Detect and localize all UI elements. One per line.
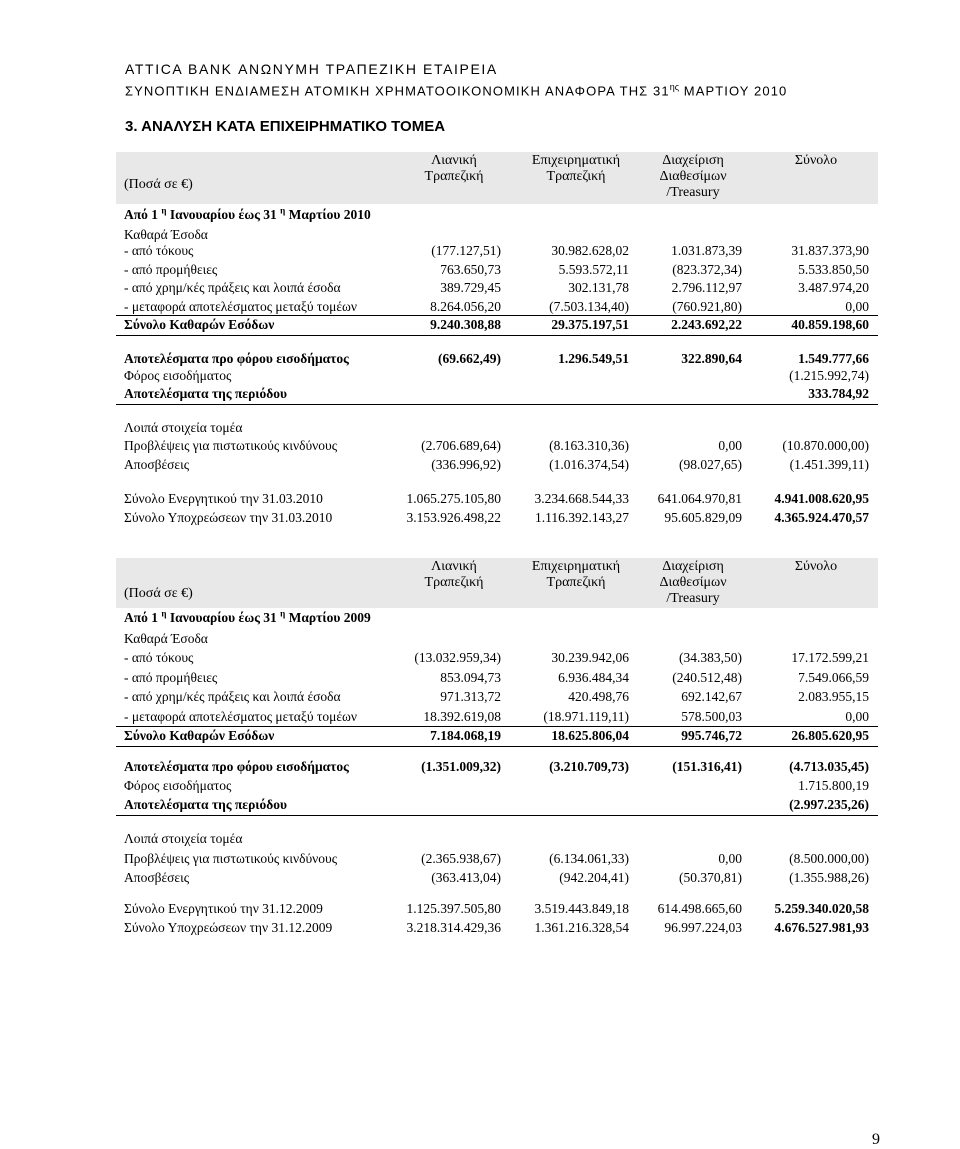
cell-retail: 7.184.068,19 [430, 728, 501, 743]
cell-treasury: 995.746,72 [681, 728, 742, 743]
total-net-income-row [116, 315, 878, 335]
cell-treasury: 614.498.665,60 [657, 901, 742, 916]
income-tax-row [116, 776, 878, 796]
cell-retail: (336.996,92) [431, 457, 501, 472]
row-label: Καθαρά Έσοδα [124, 631, 208, 646]
cell-retail: 18.392.619,08 [423, 709, 501, 724]
interest-row [116, 241, 878, 261]
period-label: Από 1 $^\eta$ Ιανουαρίου έως 31 $^\eta$ Μαρτίου 2009 [124, 608, 371, 625]
unit-label: (Ποσά σε €) [124, 586, 193, 601]
cell-treasury: (98.027,65) [679, 457, 742, 472]
cell-treasury: 2.243.692,22 [671, 317, 742, 332]
cell-retail: 8.264.056,20 [430, 299, 501, 314]
intersegment-row [116, 707, 878, 727]
cell-total: (8.500.000,00) [789, 851, 869, 866]
row-divider [116, 815, 878, 816]
cell-treasury: (823.372,34) [672, 262, 742, 277]
col-head-corporate: Επιχειρηματική Τραπεζική [531, 153, 621, 184]
cell-total: 0,00 [845, 709, 869, 724]
section-title: 3. ΑΝΑΛΥΣΗ ΚΑΤΑ ΕΠΙΧΕΙΡΗΜΑΤΙΚΟ ΤΟΜΕΑ [125, 118, 446, 135]
other-items-label [116, 829, 878, 849]
row-label: Αποτελέσματα προ φόρου εισοδήματος [124, 759, 349, 774]
period-label: Από 1 $^\eta$ Ιανουαρίου έως 31 $^\eta$ Μαρτίου 2010 [124, 205, 371, 222]
cell-corporate: 3.234.668.544,33 [534, 491, 629, 506]
cell-total: 0,00 [845, 299, 869, 314]
row-label: Αποτελέσματα προ φόρου εισοδήματος [124, 351, 349, 366]
row-label: - από προμήθειες [124, 262, 218, 277]
cell-corporate: 1.116.392.143,27 [535, 510, 629, 525]
cell-total: 4.676.527.981,93 [774, 920, 869, 935]
cell-total: 17.172.599,21 [791, 650, 869, 665]
cell-total: 26.805.620,95 [791, 728, 869, 743]
row-label: Αποτελέσματα της περιόδου [124, 797, 287, 812]
cell-retail: 9.240.308,88 [430, 317, 501, 332]
interest-row [116, 648, 878, 668]
cell-corporate: (942.204,41) [559, 870, 629, 885]
row-label: Λοιπά στοιχεία τομέα [124, 420, 243, 435]
total-assets-row [116, 489, 878, 509]
cell-total: 31.837.373,90 [791, 243, 869, 258]
trading-row [116, 687, 878, 707]
row-label: - από χρημ/κές πράξεις και λοιπά έσοδα [124, 689, 341, 704]
cell-total: 4.365.924.470,57 [774, 510, 869, 525]
cell-treasury: (151.316,41) [672, 759, 742, 774]
cell-total: 1.715.800,19 [798, 778, 869, 793]
row-label: Λοιπά στοιχεία τομέα [124, 831, 243, 846]
cell-retail: 389.729,45 [440, 280, 501, 295]
row-label: Φόρος εισοδήματος [124, 368, 232, 383]
cell-treasury: (760.921,80) [672, 299, 742, 314]
cell-treasury: (34.383,50) [679, 650, 742, 665]
cell-treasury: 0,00 [718, 851, 742, 866]
row-label: - από τόκους [124, 650, 194, 665]
cell-corporate: 302.131,78 [568, 280, 629, 295]
cell-retail: (177.127,51) [431, 243, 501, 258]
row-label: Αποσβέσεις [124, 870, 190, 885]
total-liabilities-row [116, 508, 878, 528]
col-head-retail: Λιανική Τραπεζική [424, 559, 484, 590]
income-tax-row [116, 366, 878, 386]
cell-retail: 763.650,73 [440, 262, 501, 277]
company-name: ATTICA BANK ΑΝΩΝΥΜΗ ΤΡΑΠΕΖΙΚΗ ΕΤΑΙΡΕΙΑ [125, 61, 498, 77]
cell-retail: 3.218.314.429,36 [406, 920, 501, 935]
row-label: - από τόκους [124, 243, 194, 258]
page-number: 9 [872, 1131, 880, 1148]
col-head-corporate: Επιχειρηματική Τραπεζική [531, 559, 621, 590]
cell-treasury: 95.605.829,09 [664, 510, 742, 525]
cell-corporate: (8.163.310,36) [549, 438, 629, 453]
col-head-retail: Λιανική Τραπεζική [424, 153, 484, 184]
row-label: Φόρος εισοδήματος [124, 778, 232, 793]
total-net-income-row [116, 726, 878, 746]
cell-treasury: 641.064.970,81 [657, 491, 742, 506]
cell-total: (10.870.000,00) [782, 438, 869, 453]
cell-corporate: 29.375.197,51 [551, 317, 629, 332]
row-divider [116, 335, 878, 336]
cell-corporate: 1.296.549,51 [558, 351, 629, 366]
profit-for-period-row [116, 795, 878, 815]
row-label: Αποτελέσματα της περιόδου [124, 386, 287, 401]
row-label: - από προμήθειες [124, 670, 218, 685]
row-label: Καθαρά Έσοδα [124, 227, 208, 242]
cell-retail: 3.153.926.498,22 [406, 510, 501, 525]
cell-corporate: (7.503.134,40) [549, 299, 629, 314]
col-head-total: Σύνολο [794, 153, 838, 168]
intersegment-row [116, 297, 878, 317]
other-items-label [116, 418, 878, 438]
cell-retail: (2.365.938,67) [421, 851, 501, 866]
cell-retail: (363.413,04) [431, 870, 501, 885]
commission-row [116, 260, 878, 280]
row-label: Σύνολο Υποχρεώσεων την 31.03.2010 [124, 510, 333, 525]
row-label: Προβλέψεις για πιστωτικούς κινδύνους [124, 438, 338, 453]
unit-label: (Ποσά σε €) [124, 177, 193, 192]
cell-total: 4.941.008.620,95 [774, 491, 869, 506]
depreciation-row [116, 455, 878, 475]
profit-for-period-row [116, 384, 878, 404]
provisions-row [116, 849, 878, 869]
row-label: - από χρημ/κές πράξεις και λοιπά έσοδα [124, 280, 341, 295]
row-label: - μεταφορά αποτελέσματος μεταξύ τομέων [124, 299, 357, 314]
row-label: Προβλέψεις για πιστωτικούς κινδύνους [124, 851, 338, 866]
cell-corporate: (1.016.374,54) [549, 457, 629, 472]
total-assets-row [116, 899, 878, 919]
cell-total: 3.487.974,20 [798, 280, 869, 295]
trading-row [116, 278, 878, 298]
row-divider [116, 746, 878, 747]
cell-corporate: 6.936.484,34 [558, 670, 629, 685]
cell-total: 7.549.066,59 [798, 670, 869, 685]
cell-treasury: 692.142,67 [681, 689, 742, 704]
cell-total: 5.533.850,50 [798, 262, 869, 277]
cell-corporate: 30.982.628,02 [551, 243, 629, 258]
cell-total: 40.859.198,60 [791, 317, 869, 332]
cell-treasury: 96.997.224,03 [664, 920, 742, 935]
cell-retail: 853.094,73 [440, 670, 501, 685]
row-label: Σύνολο Καθαρών Εσόδων [124, 317, 275, 332]
row-label: - μεταφορά αποτελέσματος μεταξύ τομέων [124, 709, 357, 724]
cell-corporate: (18.971.119,11) [543, 709, 629, 724]
cell-retail: (1.351.009,32) [421, 759, 501, 774]
col-head-treasury: Διαχείριση Διαθεσίμων /Treasury [659, 153, 727, 200]
cell-total: 2.083.955,15 [798, 689, 869, 704]
cell-corporate: 18.625.806,04 [551, 728, 629, 743]
row-divider [116, 404, 878, 405]
row-label: Σύνολο Καθαρών Εσόδων [124, 728, 275, 743]
cell-retail: (2.706.689,64) [421, 438, 501, 453]
cell-corporate: 5.593.572,11 [558, 262, 629, 277]
cell-corporate: 3.519.443.849,18 [534, 901, 629, 916]
col-head-treasury: Διαχείριση Διαθεσίμων /Treasury [659, 559, 727, 606]
row-label: Σύνολο Ενεργητικού την 31.12.2009 [124, 901, 323, 916]
total-liabilities-row [116, 918, 878, 938]
cell-treasury: 0,00 [718, 438, 742, 453]
cell-treasury: (240.512,48) [672, 670, 742, 685]
cell-corporate: (6.134.061,33) [549, 851, 629, 866]
col-head-total: Σύνολο [794, 559, 838, 574]
commission-row [116, 668, 878, 688]
cell-retail: 1.065.275.105,80 [406, 491, 501, 506]
cell-treasury: 1.031.873,39 [671, 243, 742, 258]
row-label: Σύνολο Ενεργητικού την 31.03.2010 [124, 491, 323, 506]
cell-retail: (13.032.959,34) [414, 650, 501, 665]
cell-total: (1.215.992,74) [789, 368, 869, 383]
cell-treasury: 578.500,03 [681, 709, 742, 724]
cell-treasury: 2.796.112,97 [671, 280, 742, 295]
cell-total: (1.355.988,26) [789, 870, 869, 885]
cell-corporate: 30.239.942,06 [551, 650, 629, 665]
cell-retail: 971.313,72 [440, 689, 501, 704]
cell-total: (1.451.399,11) [789, 457, 869, 472]
row-label: Σύνολο Υποχρεώσεων την 31.12.2009 [124, 920, 333, 935]
cell-total: 1.549.777,66 [798, 351, 869, 366]
cell-corporate: 1.361.216.328,54 [534, 920, 629, 935]
cell-corporate: 420.498,76 [568, 689, 629, 704]
cell-total: 333.784,92 [808, 386, 869, 401]
net-income-label [116, 629, 878, 649]
cell-retail: 1.125.397.505,80 [406, 901, 501, 916]
report-title: ΣΥΝΟΠΤΙΚΗ ΕΝΔΙΑΜΕΣΗ ΑΤΟΜΙΚΗ ΧΡΗΜΑΤΟΟΙΚΟΝΟΜΙΚΗ ΑΝΑΦΟΡΑ ΤΗΣ $31^{\eta\varsigma}$ ΜΑΡΤΙΟΥ 2010 [125, 82, 788, 99]
cell-total: (4.713.035,45) [789, 759, 869, 774]
row-label: Αποσβέσεις [124, 457, 190, 472]
cell-treasury: (50.370,81) [679, 870, 742, 885]
cell-total: 5.259.340.020,58 [774, 901, 869, 916]
profit-before-tax-row [116, 757, 878, 777]
cell-retail: (69.662,49) [438, 351, 501, 366]
provisions-row [116, 436, 878, 456]
depreciation-row [116, 868, 878, 888]
cell-treasury: 322.890,64 [681, 351, 742, 366]
cell-total: (2.997.235,26) [789, 797, 869, 812]
cell-corporate: (3.210.709,73) [549, 759, 629, 774]
